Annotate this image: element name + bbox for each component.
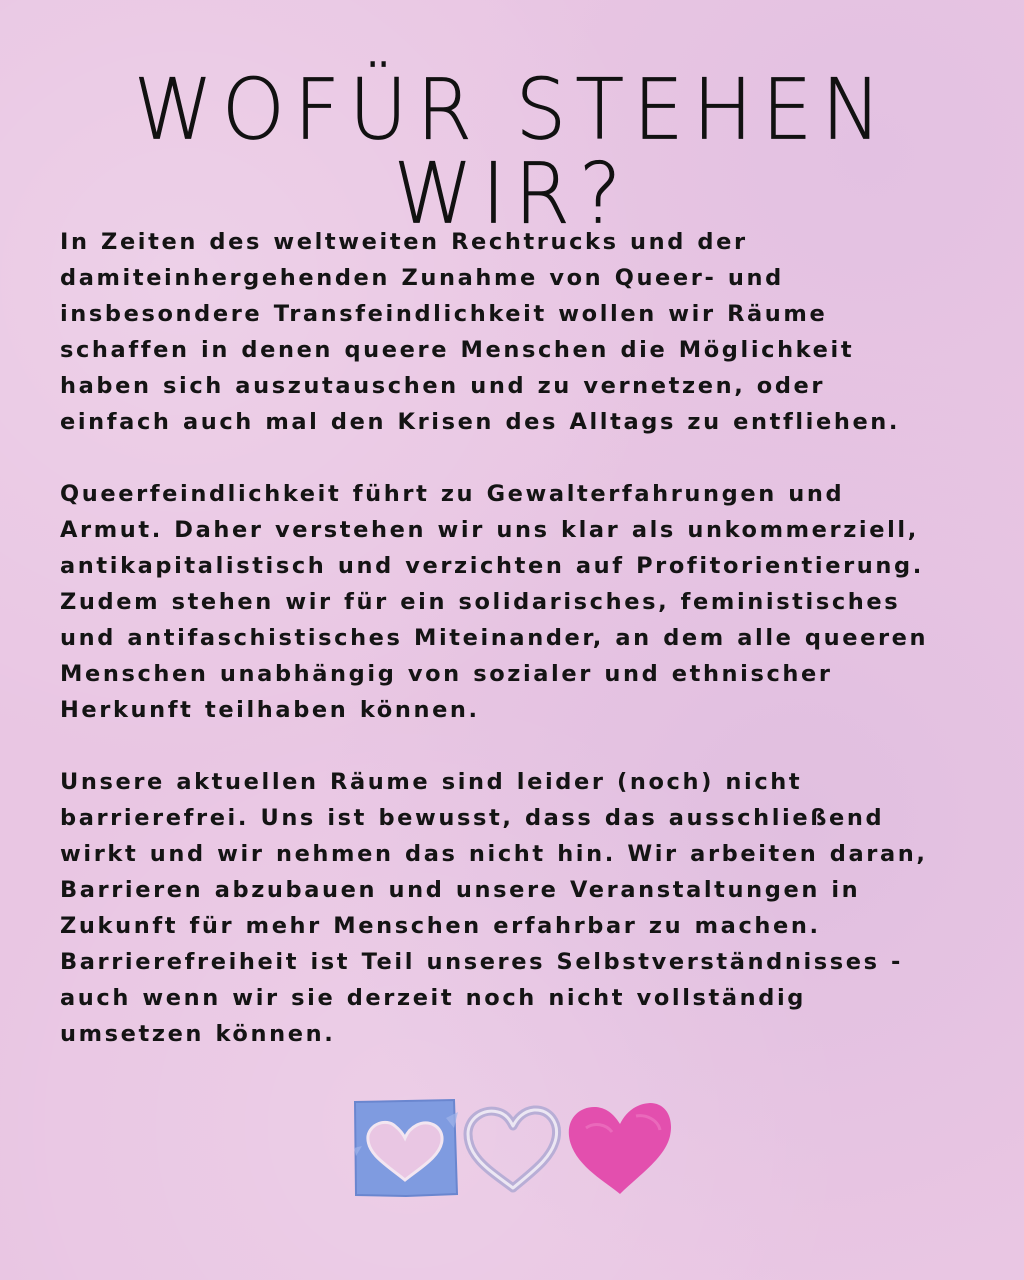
text-line: umsetzen können. <box>60 1021 336 1047</box>
text-line: Barrierefreiheit ist Teil unseres Selbstverständnisses - <box>60 949 903 975</box>
text-line: Zukunft für mehr Menschen erfahrbar zu machen. <box>60 913 821 939</box>
text-line: haben sich auszutauschen und zu vernetzen, oder <box>60 373 826 399</box>
text-line: antikapitalistisch und verzichten auf Profitorientierung. <box>60 553 924 579</box>
text-line: Herkunft teilhaben können. <box>60 697 480 723</box>
text-line: damiteinhergehenden Zunahme von Queer- und <box>60 265 784 291</box>
text-line: insbesondere Transfeindlichkeit wollen wir Räume <box>60 301 828 327</box>
paragraph-values <box>60 476 960 728</box>
text-line: Barrieren abzubauen und unsere Veranstaltungen in <box>60 877 861 903</box>
text-line: wirkt und wir nehmen das nicht hin. Wir arbeiten daran, <box>60 841 928 867</box>
text-line: In Zeiten des weltweiten Rechtrucks und der <box>60 229 748 255</box>
text-line: auch wenn wir sie derzeit noch nicht vollständig <box>60 985 807 1011</box>
body-text <box>60 224 960 1088</box>
text-line: Zudem stehen wir für ein solidarisches, feministisches <box>60 589 901 615</box>
paragraph-intro <box>60 224 960 440</box>
text-line: und antifaschistisches Miteinander, an dem alle queeren <box>60 625 929 651</box>
hearts-decoration <box>350 1098 680 1200</box>
text-line: Menschen unabhängig von sozialer und ethnischer <box>60 661 833 687</box>
text-line: Armut. Daher verstehen wir uns klar als unkommerziell, <box>60 517 919 543</box>
text-line: einfach auch mal den Krisen des Alltags zu entfliehen. <box>60 409 901 435</box>
text-line: Queerfeindlichkeit führt zu Gewalterfahrungen und <box>60 481 845 507</box>
page-title: WOFÜR STEHEN WIR? <box>133 60 891 243</box>
blue-cutout-heart-icon <box>350 1098 460 1198</box>
text-line: barrierefrei. Uns ist bewusst, dass das ausschließend <box>60 805 885 831</box>
pink-filled-heart-icon <box>566 1098 676 1198</box>
text-line: Unsere aktuellen Räume sind leider (noch) nicht <box>60 769 803 795</box>
lavender-outline-heart-icon <box>462 1098 564 1198</box>
paragraph-accessibility <box>60 764 960 1052</box>
text-line: schaffen in denen queere Menschen die Möglichkeit <box>60 337 855 363</box>
